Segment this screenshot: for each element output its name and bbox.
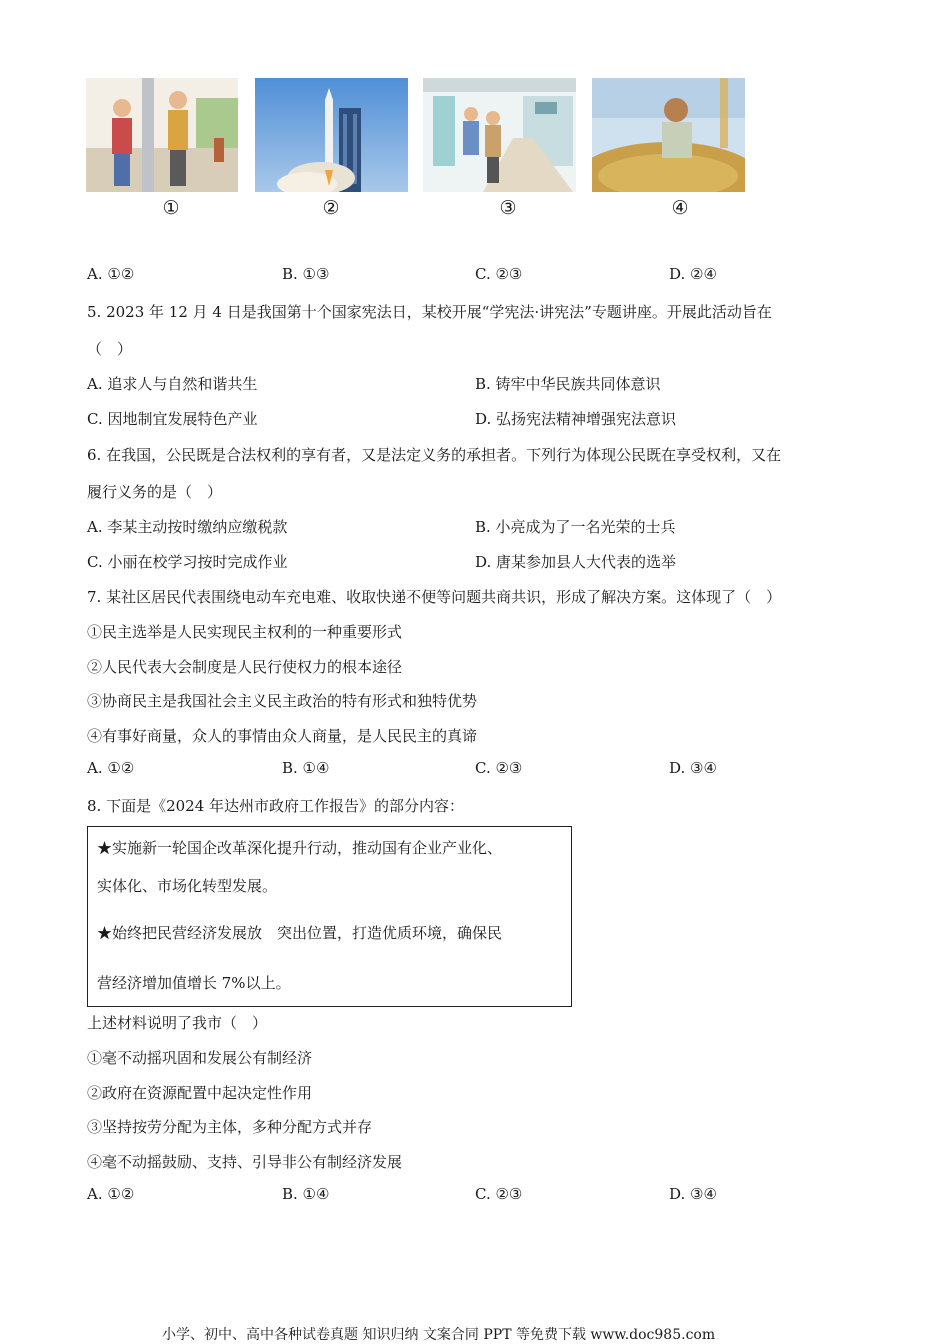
- q5-option-a: A. 追求人与自然和谐共生: [87, 375, 258, 393]
- q6-option-d: D. 唐某参加县人大代表的选举: [475, 553, 677, 571]
- q8-box-line-1: ★实施新一轮国企改革深化提升行动，推动国有企业产业化、: [97, 839, 503, 857]
- q4-option-a: A. ①②: [87, 265, 135, 283]
- q7-statement-4: ④有事好商量，众人的事情由众人商量，是人民民主的真谛: [87, 727, 478, 745]
- q8-option-a: A. ①②: [87, 1185, 135, 1203]
- q8-statement-4: ④毫不动摇鼓励、支持、引导非公有制经济发展: [87, 1153, 403, 1171]
- page-footer: 小学、初中、高中各种试卷真题 知识归纳 文案合同 PPT 等免费下载 www.doc985.com: [162, 1327, 716, 1343]
- q5-option-b: B. 铸牢中华民族共同体意识: [475, 375, 661, 393]
- q7-statement-2: ②人民代表大会制度是人民行使权力的根本途径: [87, 658, 403, 676]
- picture-3-subway-scene: [423, 78, 576, 192]
- q6-stem-line1: 6. 在我国，公民既是合法权利的享有者，又是法定义务的承担者。下列行为体现公民既在享受权利，又在: [87, 446, 782, 464]
- picture-4-farmer-with-grain: [592, 78, 745, 192]
- q7-option-a: A. ①②: [87, 759, 135, 777]
- q7-statement-1: ①民主选举是人民实现民主权利的一种重要形式: [87, 623, 403, 641]
- q7-option-c: C. ②③: [475, 759, 523, 777]
- q4-option-c: C. ②③: [475, 265, 523, 283]
- q8-option-d: D. ③④: [669, 1185, 717, 1203]
- q6-option-b: B. 小亮成为了一名光荣的士兵: [475, 518, 676, 536]
- q7-option-d: D. ③④: [669, 759, 717, 777]
- q6-option-a: A. 李某主动按时缴纳应缴税款: [87, 518, 288, 536]
- q8-material-box: [87, 826, 572, 1007]
- q8-prompt: 上述材料说明了我市（ ）: [87, 1014, 268, 1032]
- q8-option-c: C. ②③: [475, 1185, 523, 1203]
- q6-option-c: C. 小丽在校学习按时完成作业: [87, 553, 288, 571]
- q5-stem-line2: （ ）: [87, 340, 133, 358]
- q8-statement-1: ①毫不动摇巩固和发展公有制经济: [87, 1049, 313, 1067]
- picture-2-rocket-launch: [255, 78, 408, 192]
- q8-box-line-2: 实体化、市场化转型发展。: [97, 877, 278, 895]
- picture-1-people-at-pole: [86, 78, 238, 192]
- q7-statement-3: ③协商民主是我国社会主义民主政治的特有形式和独特优势: [87, 692, 478, 710]
- q8-option-b: B. ①④: [282, 1185, 330, 1203]
- q8-box-line-3: ★始终把民营经济发展放 突出位置，打造优质环境，确保民: [97, 924, 503, 942]
- q5-stem-line1: 5. 2023 年 12 月 4 日是我国第十个国家宪法日，某校开展“学宪法·讲宪法”专题讲座。开展此活动旨在: [87, 303, 772, 321]
- q8-stem: 8. 下面是《2024 年达州市政府工作报告》的部分内容：: [87, 797, 465, 815]
- q7-option-b: B. ①④: [282, 759, 330, 777]
- picture-label-1: ①: [162, 197, 180, 219]
- q8-statement-2: ②政府在资源配置中起决定性作用: [87, 1084, 313, 1102]
- q6-stem-line2: 履行义务的是（ ）: [87, 483, 223, 501]
- q8-box-line-4: 营经济增加值增长 7%以上。: [97, 974, 291, 992]
- picture-label-2: ②: [322, 197, 340, 219]
- q4-option-b: B. ①③: [282, 265, 330, 283]
- picture-label-3: ③: [499, 197, 517, 219]
- q7-stem: 7. 某社区居民代表围绕电动车充电难、收取快递不便等问题共商共识，形成了解决方案。这体现了（ ）: [87, 588, 782, 606]
- q4-option-d: D. ②④: [669, 265, 717, 283]
- picture-label-4: ④: [671, 197, 689, 219]
- q8-statement-3: ③坚持按劳分配为主体，多种分配方式并存: [87, 1118, 373, 1136]
- q5-option-c: C. 因地制宜发展特色产业: [87, 410, 258, 428]
- q5-option-d: D. 弘扬宪法精神增强宪法意识: [475, 410, 677, 428]
